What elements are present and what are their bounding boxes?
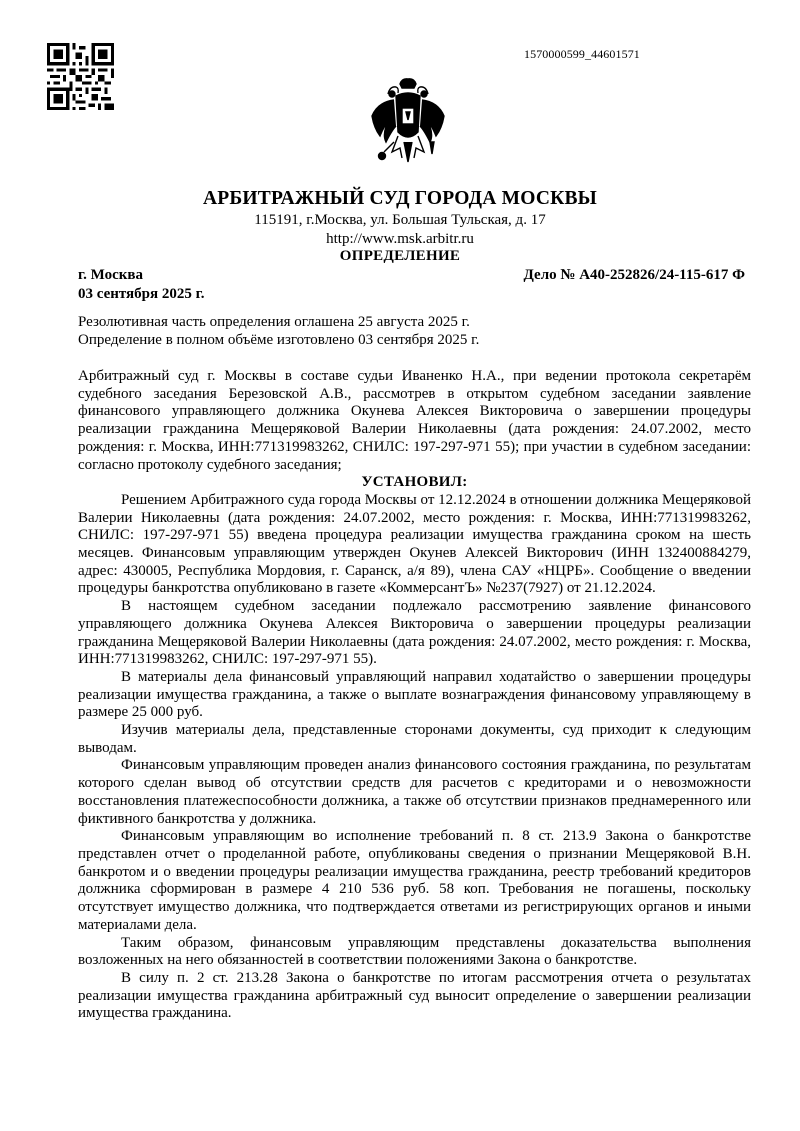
body-paragraph: Таким образом, финансовым управляющим представлены доказательства выполнения возложенных на него обязанностей в соответствии положениями Закона о банкротстве.: [78, 934, 751, 969]
body-paragraph: Изучив материалы дела, представленные сторонами документы, суд приходит к следующим выводам.: [78, 722, 751, 756]
document-id: 1570000599_44601571: [524, 47, 640, 61]
note-full: Определение в полном объёме изготовлено 03 сентября 2025 г.: [78, 332, 480, 348]
document-body: [78, 368, 751, 1023]
body-paragraph: В настоящем судебном заседании подлежало рассмотрению заявление финансового управляющего должника Окунева Алексея Викторовича о завершении процедуры реализации гражданина Мещеряковой Валерии Николаевны (дата рождения: 24.07.2002, место рождения: г. Москва, ИНН:771319983262, СНИЛС: 197-297-971 55).: [78, 598, 751, 668]
court-name: АРБИТРАЖНЫЙ СУД ГОРОДА МОСКВЫ: [202, 188, 598, 209]
body-paragraph: Решением Арбитражного суда города Москвы от 12.12.2024 в отношении должника Мещеряковой Валерии Николаевны (дата рождения: 24.07.2002, место рождения: г. Москва, ИНН:771319983262, СНИЛС: 197-297-971 55) введена процедура реализации имущества гражданина сроком на шесть месяцев. Финансовым управляющим утвержден Окунев Алексей Викторович (ИНН 132400884279, адрес: 430005, Республика Мордовия, г. Саранск, а/я 89), члена САУ «НЦРБ». Сообщение о введении процедуры банкротства опубликовано в газете «КоммерсантЪ» №237(7927) от 21.12.2024.: [78, 491, 751, 597]
court-address: 115191, г.Москва, ул. Большая Тульская, д. 17: [254, 212, 546, 228]
qr-code-icon: [47, 43, 114, 110]
document-type: ОПРЕДЕЛЕНИЕ: [339, 248, 461, 264]
court-website: http://www.msk.arbitr.ru: [326, 231, 474, 247]
note-announced: Резолютивная часть определения оглашена 25 августа 2025 г.: [78, 314, 470, 330]
body-paragraph: Финансовым управляющим проведен анализ финансового состояния гражданина, по результатам которого сделан вывод об отсутствии средств для расчетов с кредиторами и о невозможности восстановления платежеспособности должника, а также об отсутствии признаков преднамеренного или фиктивного банкротства у должника.: [78, 757, 751, 827]
body-paragraph: Финансовым управляющим во исполнение требований п. 8 ст. 213.9 Закона о банкротстве представлен отчет о проделанной работе, опубликованы сведения о признании Мещеряковой В.Н. банкротом и о введении процедуры реализации имущества гражданина, реестр требований кредиторов должника сформирован в размере 4 210 536 руб. 58 коп. Требования не погашены, поскольку отсутствует имущество должника, что подтверждается ответами из регистрирующих органов и иными материалами дела.: [78, 828, 751, 933]
case-number: Дело № А40-252826/24-115-617 Ф: [523, 267, 745, 283]
body-paragraph: В материалы дела финансовый управляющий направил ходатайство о завершении процедуры реализации имущества гражданина, а также о выплате вознаграждения финансовому управляющему в размере 25 000 руб.: [78, 668, 751, 721]
coat-of-arms-icon: [366, 76, 450, 168]
intro-paragraph: Арбитражный суд г. Москвы в составе судьи Иваненко Н.А., при ведении протокола секретарём судебного заседания Березовской А.В., рассмотрев в открытом судебном заседании заявление финансового управляющего должника Окунева Алексея Викторовича о завершении процедуры реализации гражданина Мещеряковой Валерии Николаевны (дата рождения: 24.07.2002, место рождения: г. Москва, ИНН:771319983262, СНИЛС: 197-297-971 55); при участии в судебном заседании: согласно протоколу судебного заседания;: [78, 368, 751, 473]
document-city: г. Москва: [78, 267, 143, 283]
document-date: 03 сентября 2025 г.: [78, 286, 205, 302]
section-heading: УСТАНОВИЛ:: [361, 474, 468, 491]
body-paragraph: В силу п. 2 ст. 213.28 Закона о банкротстве по итогам рассмотрения отчета о результатах реализации имущества гражданина арбитражный суд выносит определение о завершении реализации имущества гражданина.: [78, 969, 751, 1022]
